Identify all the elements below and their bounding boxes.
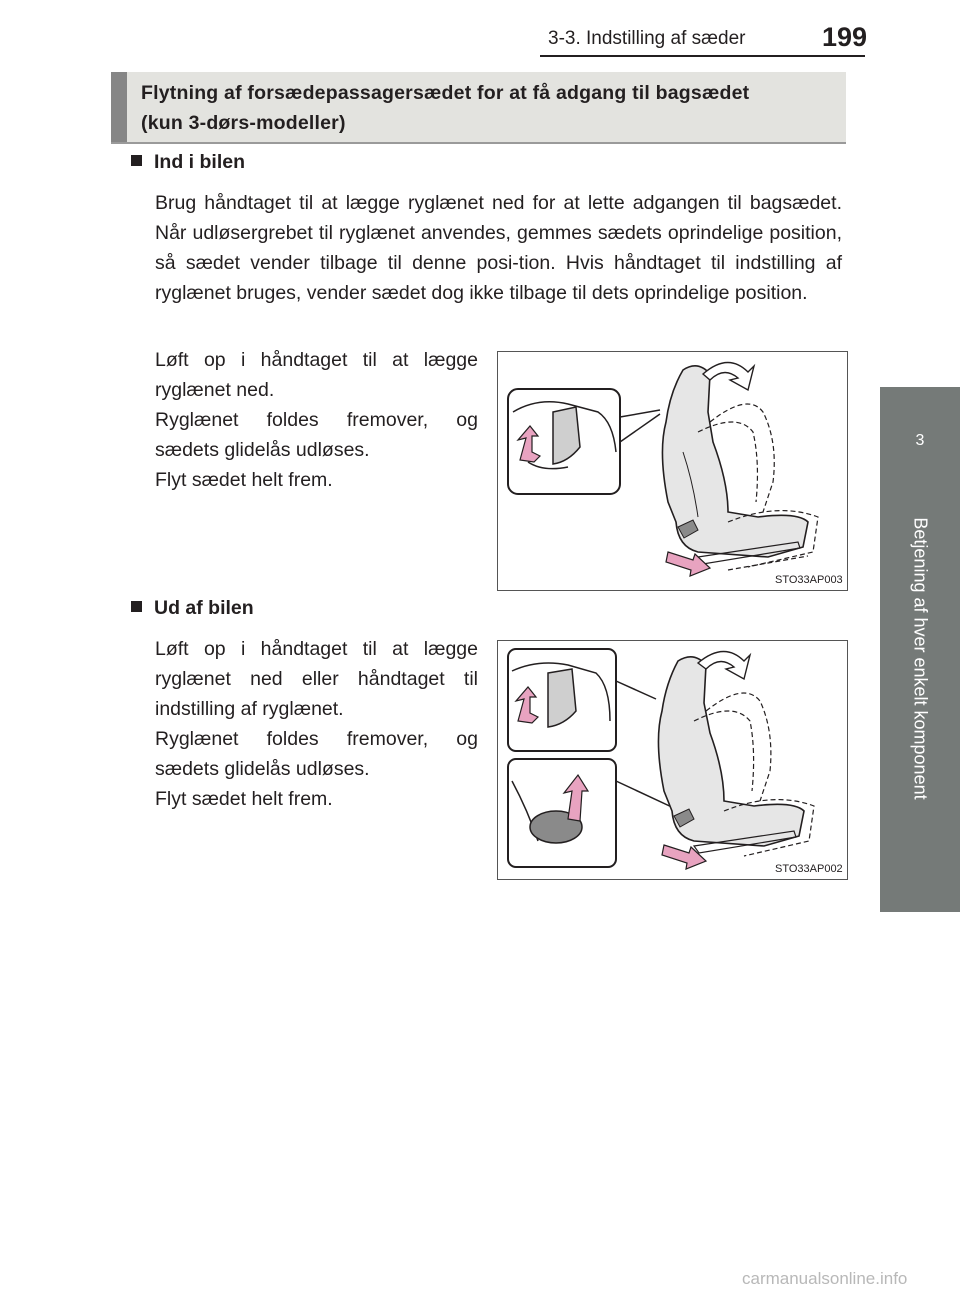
chapter-side-tab bbox=[880, 0, 960, 1304]
subheading-ind-i-bilen bbox=[131, 151, 245, 174]
title-line-1: Flytning af forsædepassagersædet for at få adgang til bagsædet bbox=[141, 82, 750, 104]
step-1: Løft op i håndtaget til at lægge ryglænet ned eller håndtaget til indstilling af ryglænet. bbox=[155, 638, 478, 720]
intro-paragraph: Brug håndtaget til at lægge ryglænet ned for at lette adgangen til bagsædet. Når udløsergrebet til ryglænet anvendes, gemmes sædets oprindelige position, så sædet vender tilbage til denne posi-tion. Hvis håndtaget til indstilling af ryglænet bruges, vender sædet dog ikke tilbage til dets oprindelige position. bbox=[155, 192, 842, 304]
step-1: Løft op i håndtaget til at lægge ryglænet ned. bbox=[155, 349, 478, 401]
seat-diagram-figure-1 bbox=[497, 351, 848, 591]
chapter-label: Betjening af hver enkelt komponent bbox=[910, 517, 931, 800]
header-rule bbox=[540, 55, 865, 57]
title-bottom-rule bbox=[111, 142, 846, 144]
watermark-text: carmanualsonline.info bbox=[742, 1269, 908, 1288]
side-tab-blank bbox=[880, 0, 960, 387]
seat-diagram-figure-2 bbox=[497, 640, 848, 880]
subheading-text: Ind i bilen bbox=[154, 151, 245, 173]
page-number: 199 bbox=[822, 22, 868, 52]
figure-code: STO33AP002 bbox=[775, 863, 843, 875]
steps-ud-af-bilen bbox=[155, 634, 478, 814]
arrow-icon bbox=[703, 362, 754, 390]
seat-diagram-icon bbox=[498, 641, 847, 879]
square-bullet-icon bbox=[131, 155, 142, 166]
title-line-2: (kun 3-dørs-modeller) bbox=[141, 112, 346, 134]
steps-ind-i-bilen bbox=[155, 345, 478, 495]
section-title-box bbox=[111, 72, 846, 142]
chapter-number: 3 bbox=[915, 432, 925, 449]
subheading-ud-af-bilen bbox=[131, 597, 254, 620]
step-2: Ryglænet foldes fremover, og sædets glidelås udløses. bbox=[155, 409, 478, 461]
arrow-icon bbox=[662, 845, 706, 869]
seat-diagram-icon bbox=[498, 352, 847, 590]
square-bullet-icon bbox=[131, 601, 142, 612]
subheading-text: Ud af bilen bbox=[154, 597, 254, 619]
figure-code: STO33AP003 bbox=[775, 574, 843, 586]
step-2: Ryglænet foldes fremover, og sædets glidelås udløses. bbox=[155, 728, 478, 780]
header-section-title: 3-3. Indstilling af sæder bbox=[548, 28, 746, 49]
step-3: Flyt sædet helt frem. bbox=[155, 788, 333, 810]
step-3: Flyt sædet helt frem. bbox=[155, 469, 333, 491]
